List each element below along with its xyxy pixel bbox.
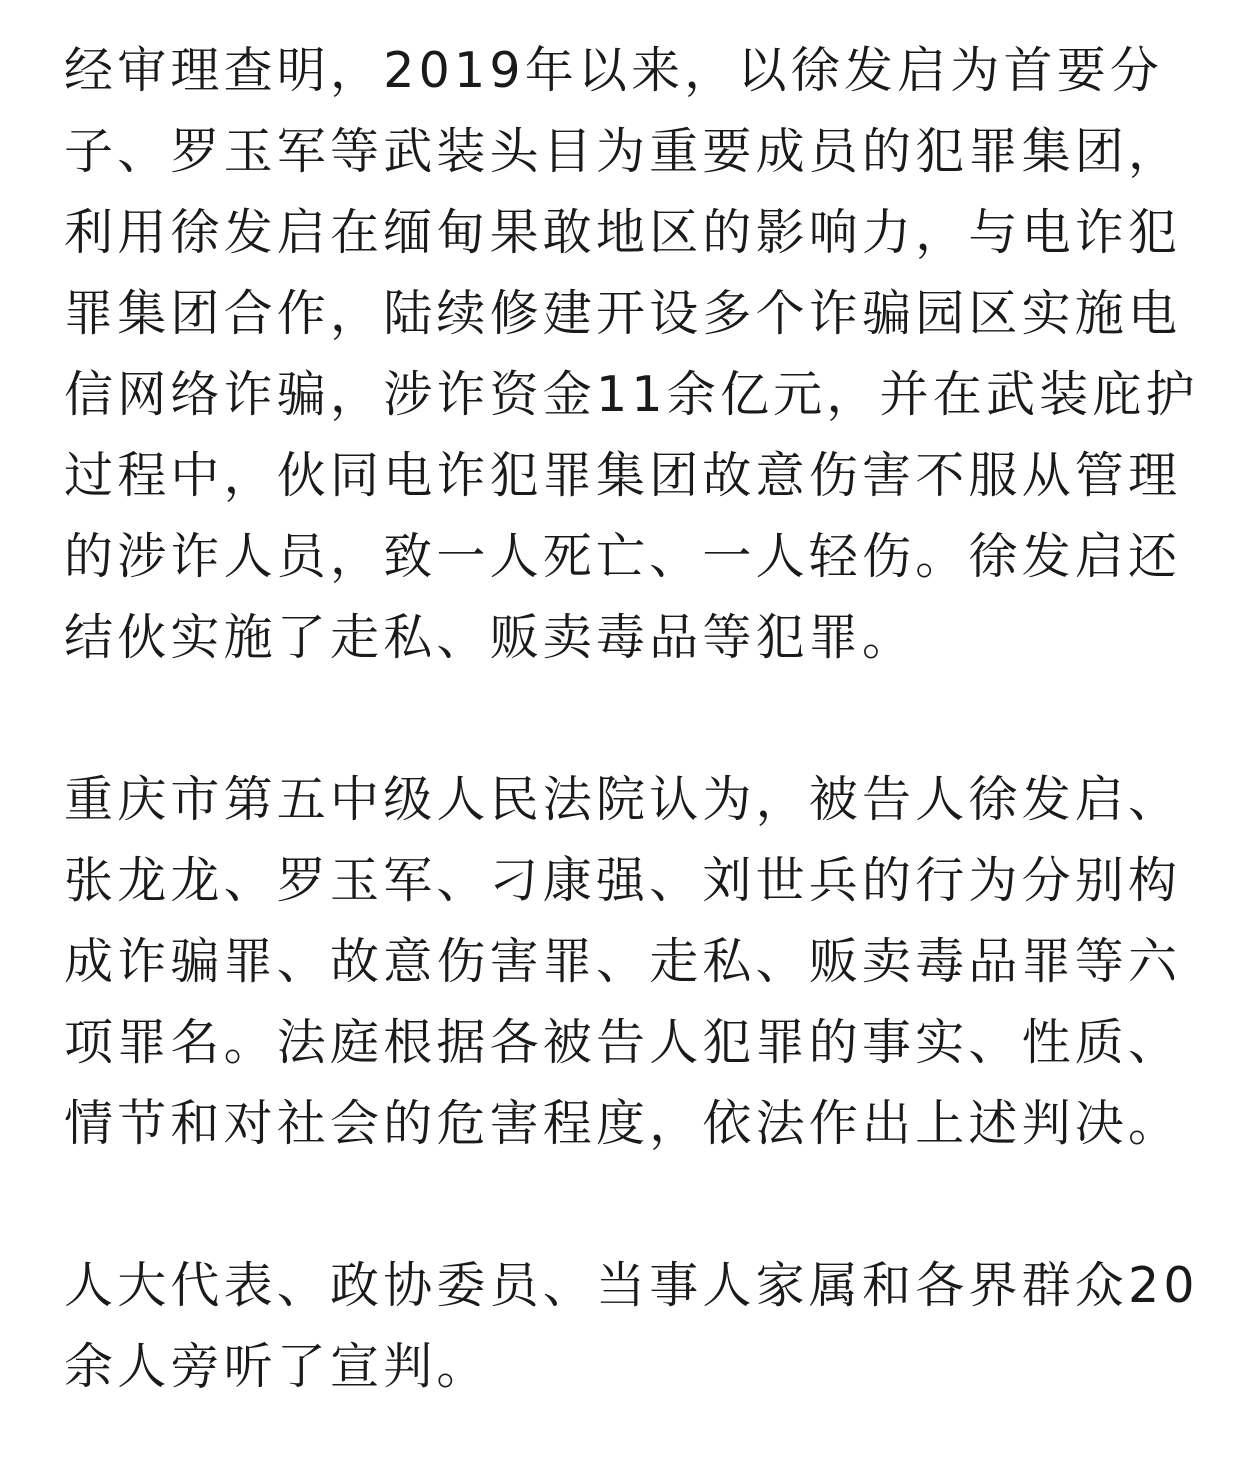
text-line: 罪集团合作，陆续修建开设多个诈骗园区实施电 [64,285,1182,342]
text-line: 经审理查明，2019年以来，以徐发启为首要分 [64,42,1164,99]
text-line: 情节和对社会的危害程度，依法作出上述判决。 [64,1095,1182,1152]
article-body [64,30,1199,1407]
paragraph-trial-findings [64,30,1199,678]
paragraph-court-ruling [64,759,1199,1164]
paragraph-spacer [64,678,1199,759]
text-line: 成诈骗罪、故意伤害罪、走私、贩卖毒品罪等六 [64,933,1182,990]
paragraph-spacer [64,1164,1199,1245]
text-line: 过程中，伙同电诈犯罪集团故意伤害不服从管理 [64,447,1182,504]
text-line: 子、罗玉军等武装头目为重要成员的犯罪集团， [64,123,1182,180]
text-line: 项罪名。法庭根据各被告人犯罪的事实、性质、 [64,1014,1182,1071]
text-line: 张龙龙、罗玉军、刁康强、刘世兵的行为分别构 [64,852,1182,909]
paragraph-attendance [64,1245,1199,1407]
text-line: 结伙实施了走私、贩卖毒品等犯罪。 [64,609,916,666]
text-line: 余人旁听了宣判。 [64,1338,490,1395]
text-line: 重庆市第五中级人民法院认为，被告人徐发启、 [64,771,1182,828]
text-line: 利用徐发启在缅甸果敢地区的影响力，与电诈犯 [64,204,1182,261]
text-line: 的涉诈人员，致一人死亡、一人轻伤。徐发启还 [64,528,1182,585]
text-line: 人大代表、政协委员、当事人家属和各界群众20 [64,1257,1199,1314]
text-line: 信网络诈骗，涉诈资金11余亿元，并在武装庇护 [64,366,1199,423]
